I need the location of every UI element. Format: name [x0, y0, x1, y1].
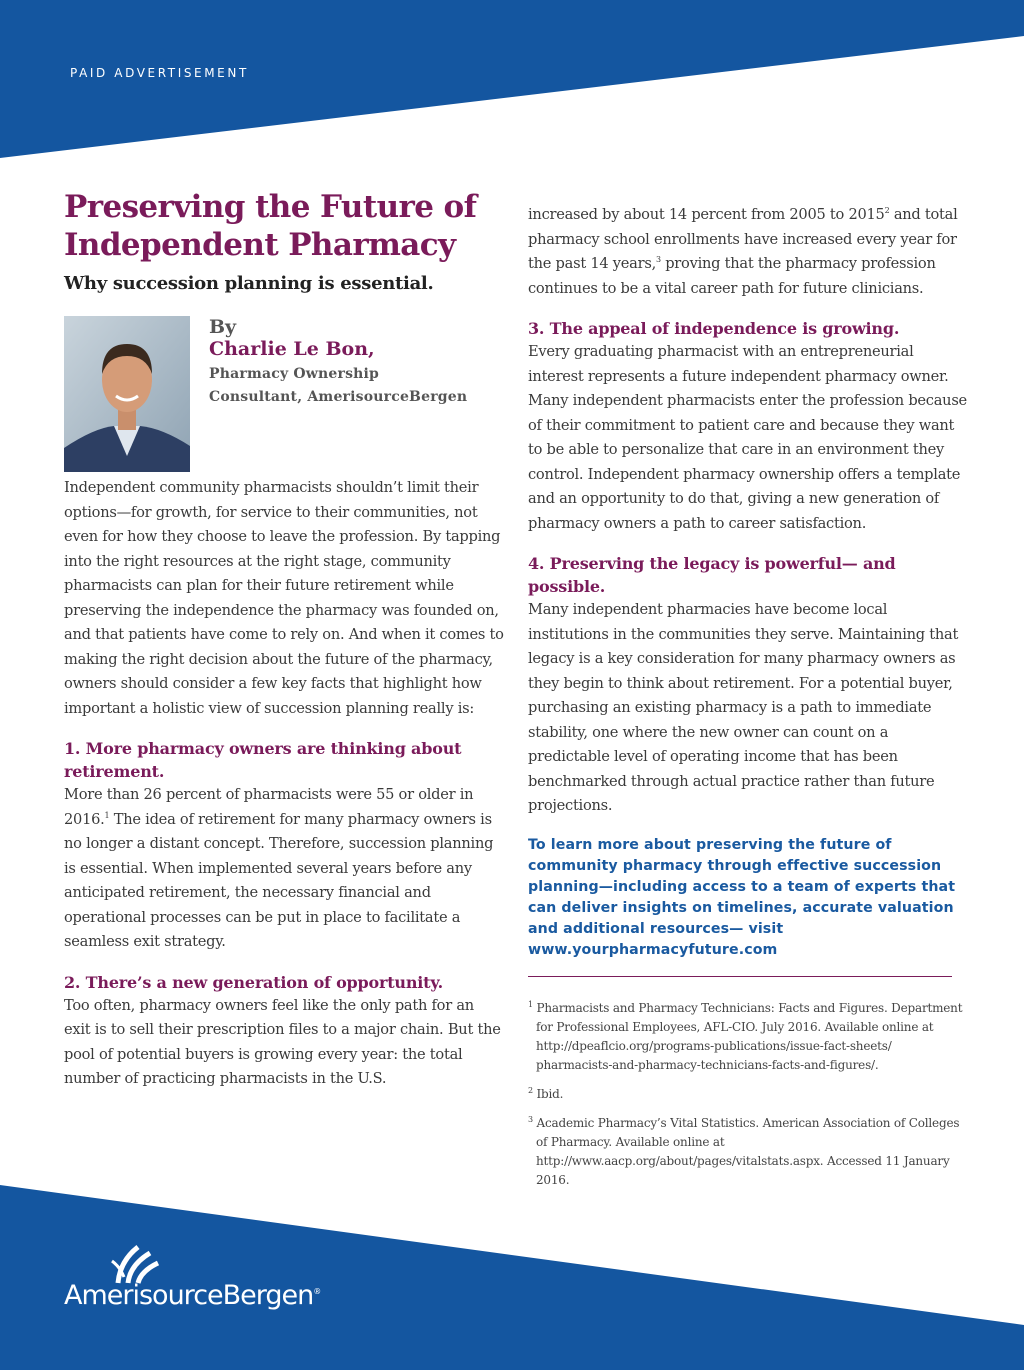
footnotes — [528, 999, 968, 1190]
section-heading-3: 3. The appeal of independence is growing. — [528, 319, 900, 338]
author-role: Pharmacy Ownership Consultant, AmerisourceBergen — [209, 366, 468, 405]
footnote-2: $^2$ Ibid. — [528, 1085, 564, 1101]
footnote-ref-2: 2 — [884, 206, 890, 216]
footnote-1: $^1$ Pharmacists and Pharmacy Technicians: Facts and Figures. Department for Professional Employees, AFL-CIO. July 2016. Available online at http://dpeaflcio.org/programs-publications/issue-fact-sheets/ pharmacists-and-pharmacy-technicians-facts-and-figures/. — [528, 999, 963, 1072]
byline — [209, 316, 509, 409]
footnote-3: $^3$ Academic Pharmacy’s Vital Statistics. American Association of Colleges of Pharmacy. Available online at http://www.aacp.org/about/pages/vitalstats.aspx. Accessed 11 January 2016. — [528, 1114, 960, 1187]
paid-advertisement-label: PAID ADVERTISEMENT — [70, 66, 249, 80]
author-block — [64, 316, 504, 476]
footnote-ref-1: 1 — [104, 810, 110, 820]
byline-by: By — [209, 316, 237, 338]
section-body-3: Every graduating pharmacist with an entrepreneurial interest represents a future independent pharmacy owner. Many independent pharmacists enter the profession because of their commitment to patient care and because they want to be able to personalize that care in an environment they control. Independent pharmacy ownership offers a template and an opportunity to do that, giving a new generation of pharmacy owners a path to career satisfaction. — [528, 343, 967, 532]
section-heading-1: 1. More pharmacy owners are thinking about retirement. — [64, 739, 462, 781]
intro-paragraph: Independent community pharmacists shouldn’t limit their options—for growth, for service to their communities, not even for how they choose to leave the profession. By tapping into the right resources at the right stage, community pharmacists can plan for their future retirement while preserving the independence the pharmacy was founded on, and that patients have come to rely on. And when it comes to making the right decision about the future of the pharmacy, owners should consider a few key facts that highlight how important a holistic view of succession planning really is: — [64, 479, 504, 717]
article-subtitle: Why succession planning is essential. — [64, 273, 434, 294]
section-heading-2: 2. There’s a new generation of opportunity. — [64, 972, 443, 992]
left-column — [64, 188, 504, 1092]
author-name: Charlie Le Bon, — [209, 338, 375, 360]
section-body-2-continued: increased by about 14 percent from 2005 to 2015$^2$ and total pharmacy school enrollments have increased every year for the past 14 years,$^3$ proving that the pharmacy profession continues to be a vital career path for future clinicians. — [528, 206, 958, 297]
divider — [528, 976, 952, 977]
section-body-2: Too often, pharmacy owners feel like the only path for an exit is to sell their prescription files to a major chain. But the pool of potential buyers is growing every year: the total number of practicing pharmacists in the U.S. — [64, 996, 501, 1087]
logo-wordmark: AmerisourceBergen® — [64, 1280, 321, 1311]
right-column — [528, 203, 968, 1200]
section-body-1: More than 26 percent of pharmacists were 55 or older in 2016.$^1$ The idea of retirement for many pharmacy owners is no longer a distant concept. Therefore, succession planning is essential. When implemented several years before any anticipated retirement, the necessary financial and operational processes can be put in place to facilitate a seamless exit strategy. — [64, 786, 494, 950]
footnote-ref-3: 3 — [655, 255, 661, 265]
amerisourcebergen-logo-icon — [64, 1243, 164, 1285]
header-band — [0, 0, 1024, 160]
author-photo — [64, 316, 190, 472]
section-body-4: Many independent pharmacies have become local institutions in the communities they serve. Maintaining that legacy is a key consideration for many pharmacy owners as they begin to think about retirement. For a potential buyer, purchasing an existing pharmacy is a path to immediate stability, one where the new owner can count on a predictable level of operating income that has been benchmarked through actual practice rather than future projections. — [528, 601, 959, 814]
article-title: Preserving the Future of Independent Pharmacy — [64, 189, 477, 263]
section-heading-4: 4. Preserving the legacy is powerful— and possible. — [528, 554, 896, 596]
call-to-action[interactable]: To learn more about preserving the future of community pharmacy through effective succession planning—including access to a team of experts that can deliver insights on timelines, accurate valuation and additional resources— visit www.yourpharmacyfuture.com — [528, 836, 956, 958]
